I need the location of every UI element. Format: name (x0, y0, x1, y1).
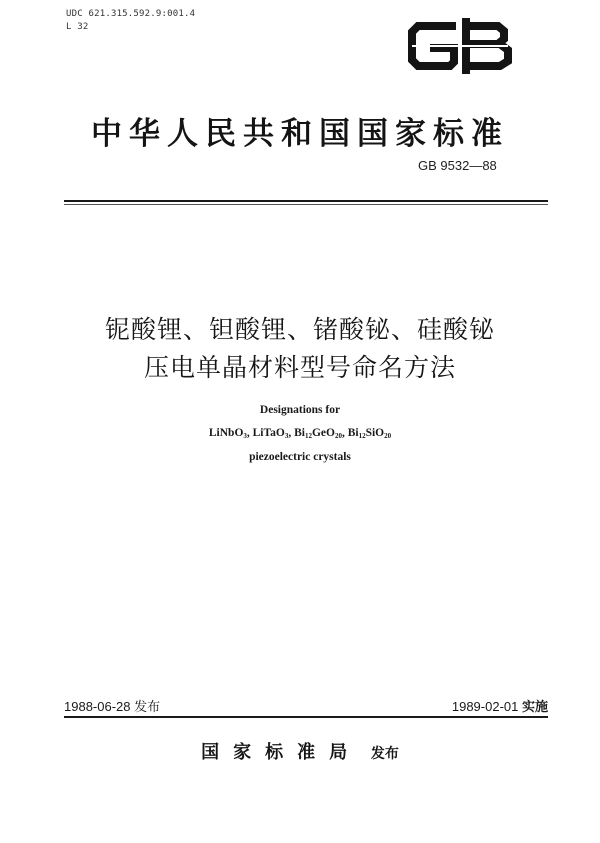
implementation-date-value: 1989-02-01 (451, 699, 519, 714)
header-rule (64, 200, 548, 202)
national-standard-title: 中华人民共和国国家标准 (91, 116, 509, 152)
formula-litao3: LiTaO$_3$, (252, 427, 292, 440)
chinese-title-line-1: 铌酸锂、钽酸锂、锗酸铋、硅酸铋 (104, 315, 495, 344)
english-title-formulas (0, 427, 600, 440)
header-rule-thin (64, 204, 548, 205)
standard-number: GB 9532—88 (418, 158, 497, 173)
formula-bi12sio20: $Bi_{12}SiO_{20}$ (347, 427, 392, 440)
gb-logo (404, 16, 516, 76)
publisher (0, 738, 600, 764)
udc-code (66, 8, 195, 34)
implementation-label: 实施 (521, 700, 548, 715)
chinese-title-line-2: 压电单晶材料型号命名方法 (143, 353, 456, 382)
formula-bi12geo20: $Bi_{12}GeO_{20}$, (294, 427, 345, 440)
publisher-name: 国家标准局 (201, 742, 362, 763)
footer-rule (64, 716, 548, 718)
formula-linbo3: LiNbO$_3$, (208, 427, 250, 440)
publisher-action: 发布 (370, 746, 399, 762)
udc-line-2: L 32 (66, 22, 89, 32)
udc-line-1: UDC 621.315.592.9:001.4 (66, 9, 196, 19)
english-title-line-1: Designations for (259, 404, 341, 416)
issue-date: 1988-06-28 发布 (64, 699, 161, 714)
english-title-line-3: piezoelectric crystals (249, 451, 351, 463)
implementation-date (452, 696, 548, 715)
